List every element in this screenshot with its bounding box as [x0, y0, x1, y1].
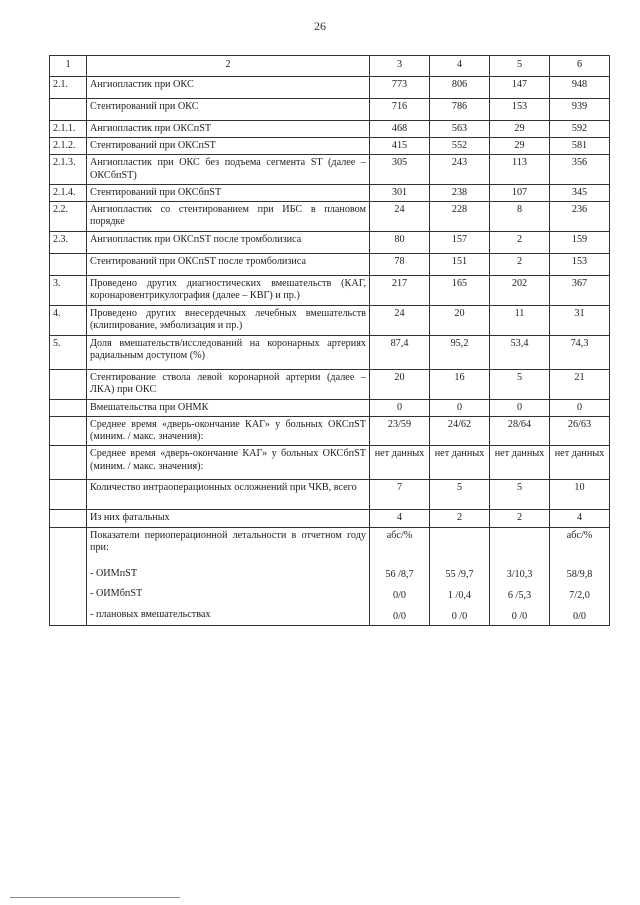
value-col-3: 773 — [370, 77, 430, 99]
value-col-4: 95,2 — [430, 335, 490, 369]
spacer — [373, 543, 426, 569]
value-col-3: 24 — [370, 202, 430, 231]
value-col-4: 5 — [430, 480, 490, 510]
value-col-4: 786 — [430, 99, 490, 121]
table-row — [50, 121, 610, 138]
value-col-5: 53,4 — [490, 335, 550, 369]
table-row — [50, 305, 610, 335]
value-col-5 — [490, 527, 550, 626]
value-col-5: 2 — [490, 231, 550, 253]
value-col-6: 4 — [550, 510, 610, 527]
value-col-6: 159 — [550, 231, 610, 253]
value-col-4: 165 — [430, 275, 490, 305]
value-col-6: 948 — [550, 77, 610, 99]
row-code — [50, 446, 87, 480]
table-row — [50, 138, 610, 155]
row-description: Ангиопластик со стентированием при ИБС в плановом порядке — [87, 202, 370, 231]
row-code — [50, 416, 87, 445]
row-code — [50, 253, 87, 275]
table-row — [50, 99, 610, 121]
row-description: Стентирований при ОКСпST после тромболизиса — [87, 253, 370, 275]
row-code: 3. — [50, 275, 87, 305]
row-description: Стентирований при ОКСбпST — [87, 184, 370, 201]
value-col-6: 236 — [550, 202, 610, 231]
mortality-item: - плановых вмешательствах — [90, 608, 211, 620]
value-col-6: 26/63 — [550, 416, 610, 445]
value-col-3: 415 — [370, 138, 430, 155]
row-code — [50, 510, 87, 527]
mortality-value: 0 /0 — [511, 611, 528, 623]
value-col-5: 0 — [490, 399, 550, 416]
value-col-4: 20 — [430, 305, 490, 335]
row-description: Проведено других внесердечных лечебных вмешательств (клипирование, эмболизация и пр.) — [87, 305, 370, 335]
value-col-5: нет данных — [490, 446, 550, 480]
table-row — [50, 369, 610, 399]
mortality-value: 0/0 — [392, 611, 407, 623]
value-col-6: 939 — [550, 99, 610, 121]
row-code — [50, 480, 87, 510]
column-header: 6 — [550, 56, 610, 77]
value-col-5: 5 — [490, 369, 550, 399]
value-col-4: 16 — [430, 369, 490, 399]
value-col-5: 8 — [490, 202, 550, 231]
footer-divider — [10, 897, 180, 898]
table-row — [50, 77, 610, 99]
row-code — [50, 399, 87, 416]
value-col-4: 243 — [430, 155, 490, 184]
value-col-6 — [550, 527, 610, 626]
unit-label: абс/% — [386, 529, 413, 541]
value-col-4: нет данных — [430, 446, 490, 480]
value-col-6: 153 — [550, 253, 610, 275]
value-col-5: 29 — [490, 121, 550, 138]
column-header: 1 — [50, 56, 87, 77]
table-row — [50, 155, 610, 184]
row-description: Ангиопластик при ОКСпST — [87, 121, 370, 138]
value-col-6: нет данных — [550, 446, 610, 480]
value-col-6: 592 — [550, 121, 610, 138]
table-row — [50, 231, 610, 253]
row-description: Стентирований при ОКСпST — [87, 138, 370, 155]
mortality-value: 0 /0 — [451, 611, 468, 623]
mortality-value: 0/0 — [572, 611, 587, 623]
value-col-3: 78 — [370, 253, 430, 275]
value-col-3 — [370, 527, 430, 626]
value-col-3: 301 — [370, 184, 430, 201]
value-col-6: 31 — [550, 305, 610, 335]
value-col-4: 157 — [430, 231, 490, 253]
value-col-6: 21 — [550, 369, 610, 399]
mortality-value: 58/9,8 — [566, 568, 593, 580]
row-description: Стентирований при ОКС — [87, 99, 370, 121]
value-col-6: 10 — [550, 480, 610, 510]
spacer — [553, 543, 606, 569]
value-col-6: 345 — [550, 184, 610, 201]
unit-label — [433, 530, 486, 543]
table-header-row — [50, 56, 610, 77]
row-code: 2.1. — [50, 77, 87, 99]
value-col-4: 552 — [430, 138, 490, 155]
unit-label: абс/% — [566, 529, 593, 541]
value-col-3: 0 — [370, 399, 430, 416]
value-col-5: 202 — [490, 275, 550, 305]
table-row-mortality — [50, 527, 610, 626]
value-col-6: 356 — [550, 155, 610, 184]
row-description — [87, 527, 370, 626]
value-col-3: 305 — [370, 155, 430, 184]
value-col-3: 716 — [370, 99, 430, 121]
row-code: 5. — [50, 335, 87, 369]
row-description: Ангиопластик при ОКСпST после тромболизиса — [87, 231, 370, 253]
unit-label — [493, 530, 546, 543]
value-col-6: 581 — [550, 138, 610, 155]
row-code: 2.1.2. — [50, 138, 87, 155]
value-col-5: 107 — [490, 184, 550, 201]
value-col-5: 29 — [490, 138, 550, 155]
value-col-3: 4 — [370, 510, 430, 527]
mortality-value: 6 /5,3 — [507, 589, 532, 601]
value-col-3: 87,4 — [370, 335, 430, 369]
mortality-item: - ОИМбпST — [90, 588, 143, 600]
row-code: 2.1.4. — [50, 184, 87, 201]
mortality-value: 3/10,3 — [506, 568, 533, 580]
table-row — [50, 275, 610, 305]
value-col-3: 20 — [370, 369, 430, 399]
value-col-5: 11 — [490, 305, 550, 335]
mortality-value: 1 /0,4 — [447, 589, 472, 601]
row-description: Среднее время «дверь-окончание КАГ» у больных ОКСпST (миним. / макс. значения): — [87, 416, 370, 445]
value-col-5: 147 — [490, 77, 550, 99]
row-description: Вмешательства при ОНМК — [87, 399, 370, 416]
row-description: Среднее время «дверь-окончание КАГ» у больных ОКСбпST (миним. / макс. значения): — [87, 446, 370, 480]
mortality-value: 0/0 — [392, 589, 407, 601]
value-col-4: 228 — [430, 202, 490, 231]
row-code — [50, 369, 87, 399]
value-col-6: 74,3 — [550, 335, 610, 369]
value-col-4: 806 — [430, 77, 490, 99]
value-col-3: 80 — [370, 231, 430, 253]
mortality-intro: Показатели периоперационной летальности в отчетном году при: — [90, 529, 366, 553]
value-col-4: 238 — [430, 184, 490, 201]
table-row — [50, 416, 610, 445]
column-header: 2 — [87, 56, 370, 77]
spacer — [90, 554, 366, 568]
row-code — [50, 99, 87, 121]
statistics-table — [49, 55, 610, 626]
row-description: Ангиопластик при ОКС без подъема сегмента ST (далее – ОКСбпST) — [87, 155, 370, 184]
column-header: 4 — [430, 56, 490, 77]
row-code: 4. — [50, 305, 87, 335]
value-col-5: 2 — [490, 510, 550, 527]
row-description: Доля вмешательств/исследований на коронарных артериях радиальным доступом (%) — [87, 335, 370, 369]
value-col-3: 23/59 — [370, 416, 430, 445]
value-col-3: 7 — [370, 480, 430, 510]
table-row — [50, 253, 610, 275]
value-col-5: 2 — [490, 253, 550, 275]
spacer — [493, 543, 546, 569]
row-code: 2.3. — [50, 231, 87, 253]
column-header: 5 — [490, 56, 550, 77]
row-code: 2.1.3. — [50, 155, 87, 184]
mortality-value: 56 /8,7 — [385, 568, 414, 580]
row-description: Из них фатальных — [87, 510, 370, 527]
value-col-3: 468 — [370, 121, 430, 138]
table-row — [50, 202, 610, 231]
mortality-value: 7/2,0 — [569, 589, 590, 601]
row-description: Стентирование ствола левой коронарной артерии (далее – ЛКА) при ОКС — [87, 369, 370, 399]
value-col-6: 367 — [550, 275, 610, 305]
value-col-4 — [430, 527, 490, 626]
row-code — [50, 527, 87, 626]
table-row — [50, 184, 610, 201]
mortality-value: 55 /9,7 — [445, 568, 474, 580]
table-row — [50, 480, 610, 510]
value-col-5: 113 — [490, 155, 550, 184]
value-col-4: 563 — [430, 121, 490, 138]
row-description: Количество интраоперационных осложнений при ЧКВ, всего — [87, 480, 370, 510]
value-col-3: 217 — [370, 275, 430, 305]
table-row — [50, 510, 610, 527]
value-col-4: 151 — [430, 253, 490, 275]
spacer — [433, 543, 486, 569]
value-col-4: 2 — [430, 510, 490, 527]
value-col-5: 153 — [490, 99, 550, 121]
value-col-4: 24/62 — [430, 416, 490, 445]
table-row — [50, 446, 610, 480]
value-col-4: 0 — [430, 399, 490, 416]
row-code: 2.2. — [50, 202, 87, 231]
page-number: 26 — [314, 19, 326, 33]
row-code: 2.1.1. — [50, 121, 87, 138]
value-col-5: 5 — [490, 480, 550, 510]
value-col-6: 0 — [550, 399, 610, 416]
value-col-3: нет данных — [370, 446, 430, 480]
value-col-5: 28/64 — [490, 416, 550, 445]
column-header: 3 — [370, 56, 430, 77]
mortality-item: - ОИМпST — [90, 568, 138, 580]
table-row — [50, 399, 610, 416]
row-description: Ангиопластик при ОКС — [87, 77, 370, 99]
row-description: Проведено других диагностических вмешательств (КАГ, коронаровентрикулография (далее – КВГ) и пр.) — [87, 275, 370, 305]
table-row — [50, 335, 610, 369]
value-col-3: 24 — [370, 305, 430, 335]
